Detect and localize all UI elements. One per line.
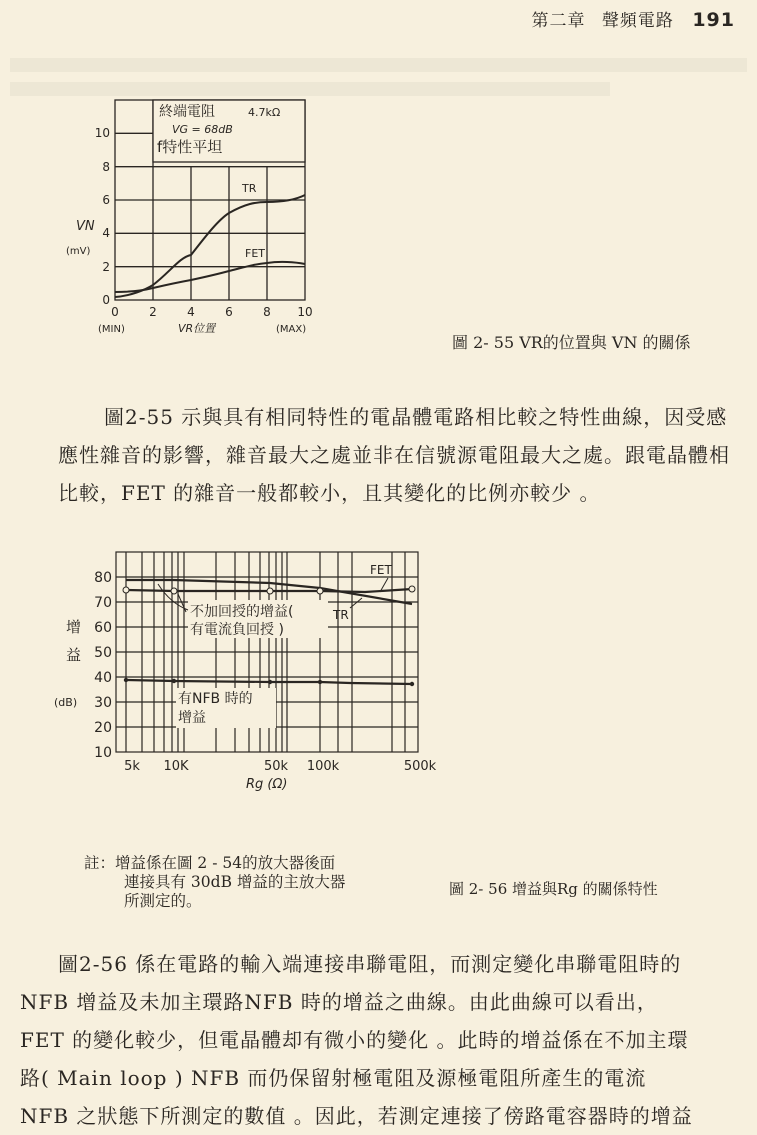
legend-line1: 終端電阻: [159, 104, 215, 120]
figure-2-55-caption: 圖 2- 55 VR的位置與 VN 的關係: [452, 333, 691, 352]
svg-text:50: 50: [94, 645, 112, 661]
svg-text:2: 2: [102, 260, 110, 274]
svg-text:10: 10: [94, 126, 110, 140]
figure-2-56-caption: 圖 2- 56 增益與Rg 的關係特性: [449, 880, 658, 898]
svg-text:10: 10: [94, 745, 112, 761]
paragraph-line: 圖2-56 係在電路的輸入端連接串聯電阻，而測定變化串聯電阻時的: [58, 952, 682, 976]
figure-note: [84, 854, 345, 911]
note-line: 所測定的。: [124, 892, 202, 910]
series-label-fet: FET: [245, 247, 265, 260]
y-axis-label: VN: [76, 219, 95, 234]
svg-text:70: 70: [94, 595, 112, 611]
paragraph-line: 應性雜音的影響，雜音最大之處並非在信號源電阻最大之處。跟電晶體相: [58, 443, 730, 467]
y-axis-unit: (mV): [66, 246, 91, 257]
y-axis-label-2: 益: [66, 646, 82, 664]
svg-text:6: 6: [102, 193, 110, 207]
svg-text:100k: 100k: [306, 759, 340, 774]
svg-text:6: 6: [225, 305, 233, 319]
legend-resistance: 4.7kΩ: [248, 106, 281, 119]
svg-text:8: 8: [102, 160, 110, 174]
page-number: 191: [692, 9, 735, 31]
svg-text:10K: 10K: [163, 759, 189, 774]
page-header: [532, 6, 735, 31]
annot-no-feedback-line1: 不加回授的增益(: [190, 604, 294, 620]
paragraph-line: 比較，FET 的雜音一般都較小，且其變化的比例亦較少 。: [58, 481, 601, 505]
figure-2-55-chart: [60, 92, 320, 342]
svg-text:60: 60: [94, 620, 112, 636]
svg-text:0: 0: [102, 293, 110, 307]
x-axis-label: VR位置: [178, 322, 216, 335]
x-min-label: (MIN): [98, 324, 125, 335]
svg-text:4: 4: [102, 226, 110, 240]
annot-nfb-line2: 增益: [178, 710, 206, 726]
svg-text:0: 0: [111, 305, 119, 319]
svg-text:50k: 50k: [263, 759, 289, 774]
chapter-label: 第二章: [531, 11, 586, 31]
paragraph-line: FET 的變化較少，但電晶體却有微小的變化 。此時的增益係在不加主環: [20, 1028, 689, 1052]
y-axis-unit: (dB): [54, 696, 78, 709]
svg-text:20: 20: [94, 720, 112, 736]
gain-vs-rg-plot: [50, 540, 450, 800]
annot-fet: FET: [370, 563, 392, 577]
svg-text:2: 2: [149, 305, 157, 319]
paragraph-line: NFB 之狀態下所測定的數值 。因此，若測定連接了傍路電容器時的增益: [20, 1104, 693, 1128]
paragraph-line: NFB 增益及未加主環路NFB 時的增益之曲線。由此曲線可以看出，: [20, 990, 658, 1014]
svg-text:40: 40: [94, 670, 112, 686]
bleed-through-text: [10, 58, 747, 72]
tr-curve: [115, 195, 305, 297]
svg-text:5k: 5k: [124, 759, 140, 774]
svg-text:10: 10: [297, 305, 313, 319]
vn-vs-vr-plot: [60, 92, 320, 342]
y-axis-label-1: 增: [66, 618, 82, 636]
annot-tr: TR: [333, 608, 349, 622]
annot-nfb-line1: 有NFB 時的: [178, 691, 253, 707]
svg-text:4: 4: [187, 305, 195, 319]
svg-text:80: 80: [94, 570, 112, 586]
note-line: 連接具有 30dB 增益的主放大器: [124, 873, 346, 891]
annot-no-feedback-line2: 有電流負回授 ): [190, 622, 284, 638]
paragraph-1: [58, 398, 752, 512]
svg-text:30: 30: [94, 695, 112, 711]
x-axis-label: Rg (Ω): [246, 777, 288, 792]
legend-line2: VG = 68dB: [172, 123, 233, 136]
legend-line3: f特性平坦: [157, 138, 223, 156]
note-line: 註：增益係在圖 2 - 54的放大器後面: [84, 854, 336, 872]
figure-2-56-chart: [50, 540, 450, 800]
x-max-label: (MAX): [276, 324, 307, 335]
section-title: 聲頻電路: [601, 11, 674, 31]
paragraph-line: 圖2-55 示與具有相同特性的電晶體電路相比較之特性曲線，因受感: [104, 405, 728, 429]
paragraph-line: 路( Main loop ) NFB 而仍保留射極電阻及源極電阻所產生的電流: [20, 1066, 647, 1090]
svg-text:8: 8: [263, 305, 271, 319]
paragraph-2: [20, 945, 755, 1135]
svg-text:500k: 500k: [403, 759, 437, 774]
series-label-tr: TR: [242, 182, 257, 195]
